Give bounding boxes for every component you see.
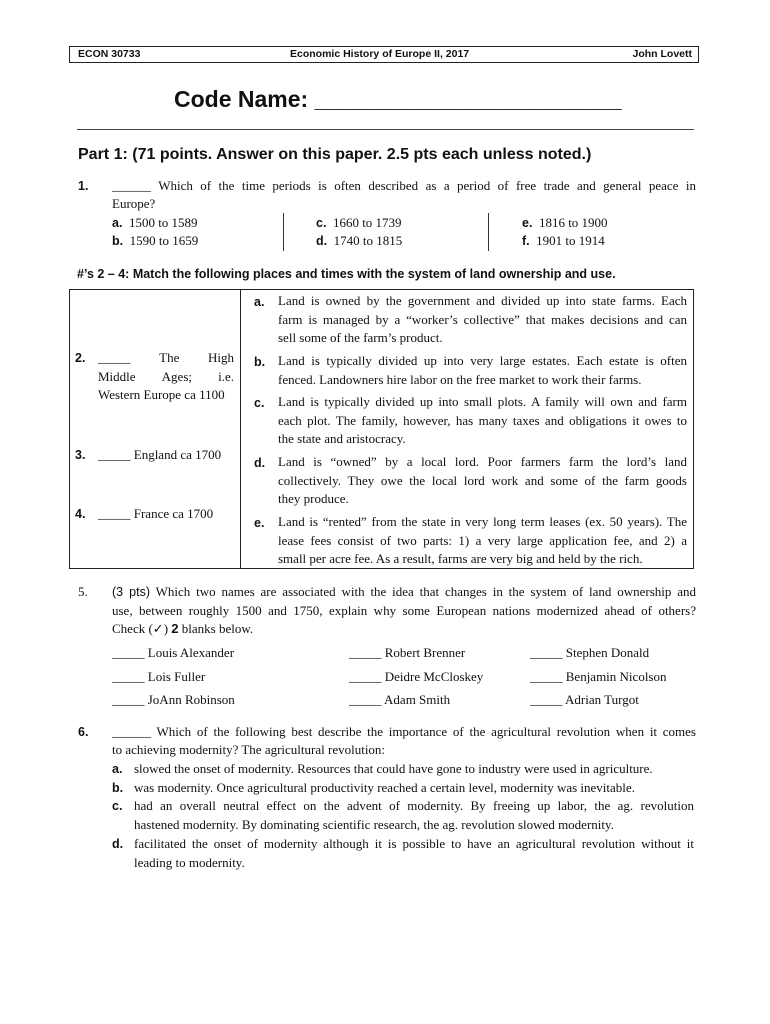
match-option-a-label: a. xyxy=(254,295,265,309)
question-4-text[interactable]: _____ France ca 1700 xyxy=(98,506,214,521)
checkmark-icon: ✓ xyxy=(152,621,164,636)
question-1-text-cont: Europe? xyxy=(112,196,156,211)
question-6-option-d-label: d. xyxy=(112,837,124,851)
question-6-option-c-label: c. xyxy=(112,799,123,813)
question-6-option-a-label: a. xyxy=(112,762,123,776)
question-3-number: 3. xyxy=(75,448,86,462)
question-6-text-cont: to achieving modernity? The agricultural revolution: xyxy=(112,742,386,757)
matching-heading: #’s 2 – 4: Match the following places and times with the system of land ownership and use. xyxy=(77,267,616,281)
match-option-b-label: b. xyxy=(254,355,266,369)
name-option-deidre-mccloskey[interactable]: _____ Deidre McCloskey xyxy=(349,669,484,684)
page-header xyxy=(69,46,699,63)
course-code: ECON 30733 xyxy=(78,48,141,60)
option-separator xyxy=(283,213,284,251)
name-option-adrian-turgot[interactable]: _____ Adrian Turgot xyxy=(530,692,639,707)
question-6-text: ______ Which of the following best describe the importance of the agricultural revolution when it comes xyxy=(112,724,696,739)
question-6-option-b[interactable]: was modernity. Once agricultural productivity reached a certain level, modernity was inevitable. xyxy=(134,780,635,795)
name-option-benjamin-nicolson[interactable]: _____ Benjamin Nicolson xyxy=(530,669,667,684)
question-1-option-a[interactable]: a. 1500 to 1589 xyxy=(112,215,198,230)
question-5-text: (3 pts) Which two names are associated with the idea that changes in the system of land ownership and use, between roughly 1500 and 1750, explain why some European nations modernized ahead of others? Check (✓) 2 blanks below. xyxy=(112,584,697,636)
question-1-number: 1. xyxy=(78,179,89,193)
question-2-text[interactable]: _____ The High Middle Ages; i.e. Western Europe ca 1100 xyxy=(98,350,234,402)
question-1-option-d[interactable]: d. 1740 to 1815 xyxy=(316,233,403,248)
match-option-e-text: Land is “rented” from the state in very long term leases (ex. 50 years). The lease fees consist of two parts: 1) a very large application fee, and 2) a small per acre fee. As a result, farms are very big and held by the rich. xyxy=(278,514,687,566)
question-5-number: 5. xyxy=(78,584,88,599)
name-option-adam-smith[interactable]: _____ Adam Smith xyxy=(349,692,451,707)
author-name: John Lovett xyxy=(632,48,692,60)
name-option-joann-robinson[interactable]: _____ JoAnn Robinson xyxy=(112,692,235,707)
question-3-text[interactable]: _____ England ca 1700 xyxy=(98,447,222,462)
question-1-option-b[interactable]: b. 1590 to 1659 xyxy=(112,233,199,248)
question-1-option-c[interactable]: c. 1660 to 1739 xyxy=(316,215,402,230)
name-option-lois-fuller[interactable]: _____ Lois Fuller xyxy=(112,669,206,684)
course-title: Economic History of Europe II, 2017 xyxy=(290,48,470,60)
part1-heading: Part 1: (71 points. Answer on this paper. 2.5 pts each unless noted.) xyxy=(78,146,592,163)
name-option-louis-alexander[interactable]: _____ Louis Alexander xyxy=(112,645,235,660)
question-1-option-e[interactable]: e. 1816 to 1900 xyxy=(522,215,608,230)
matching-table-divider xyxy=(240,289,241,569)
question-6-number: 6. xyxy=(78,725,89,739)
option-separator xyxy=(488,213,489,251)
match-option-d-text: Land is “owned” by a local lord. Poor farmers farm the lord’s land collectively. They owe the local lord work and some of the farm goods they produce. xyxy=(278,454,687,506)
question-1-text: ______ Which of the time periods is often described as a period of free trade and general peace in xyxy=(112,178,696,193)
match-option-d-label: d. xyxy=(254,456,266,470)
match-option-b-text: Land is typically divided up into very large estates. Each estate is often fenced. Landowners hire labor on the free market to work their farms. xyxy=(278,353,687,387)
match-option-a-text: Land is owned by the government and divided up into state farms. Each farm is managed by a “worker’s collective” that makes decisions and can sell some of the farm’s product. xyxy=(278,293,687,345)
question-4-number: 4. xyxy=(75,507,86,521)
question-6-option-d[interactable]: facilitated the onset of modernity although it is possible to have an agricultural revolution without it leading to modernity. xyxy=(134,836,694,870)
divider xyxy=(77,129,694,130)
question-6-option-c[interactable]: had an overall neutral effect on the advent of modernity. By freeing up labor, the ag. revolution hastened modernity. By dominating scientific research, the ag. revolution slowed modernity. xyxy=(134,798,694,832)
question-6-option-b-label: b. xyxy=(112,781,124,795)
match-option-c-text: Land is typically divided up into small plots. A family will own and farm each plot. The family, however, has many taxes and obligations it owes to the state and aristocracy. xyxy=(278,394,687,446)
question-1-option-f[interactable]: f. 1901 to 1914 xyxy=(522,233,605,248)
name-option-robert-brenner[interactable]: _____ Robert Brenner xyxy=(349,645,466,660)
match-option-c-label: c. xyxy=(254,396,265,410)
question-6-option-a[interactable]: slowed the onset of modernity. Resources that could have gone to industry were used in agriculture. xyxy=(134,761,653,776)
name-option-stephen-donald[interactable]: _____ Stephen Donald xyxy=(530,645,650,660)
match-option-e-label: e. xyxy=(254,516,265,530)
question-2-number: 2. xyxy=(75,351,86,365)
code-name-field[interactable]: Code Name: ________________________ xyxy=(174,86,622,112)
